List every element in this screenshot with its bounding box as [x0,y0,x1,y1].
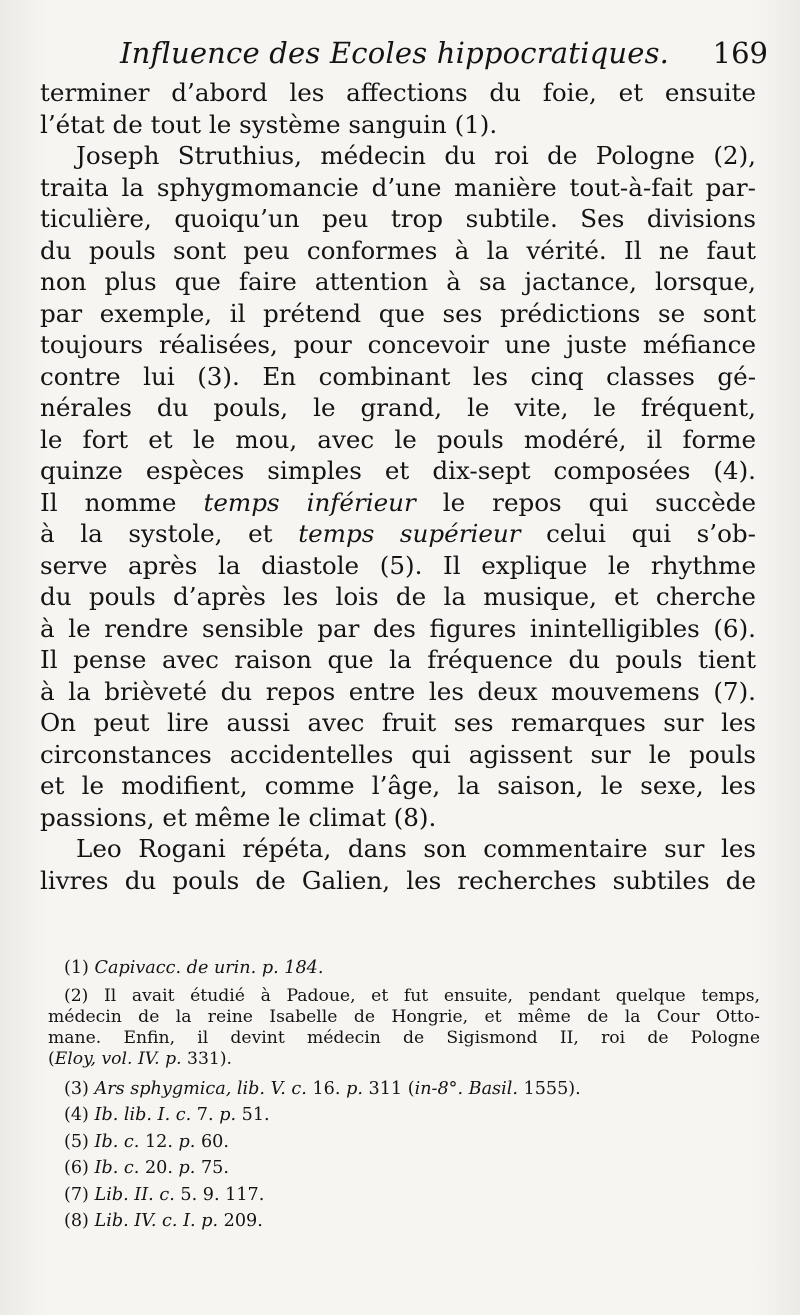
text-line: livres du pouls de Galien, les recherches subtiles de [40,865,756,895]
footnote-7 [40,1182,760,1209]
footnote-text: 311 ( [362,1078,415,1099]
text-line: quinze espèces simples et dix-sept composées (4). [40,456,756,485]
footnote-text: 75. [195,1158,229,1178]
footnote-text: 331). [181,1048,232,1069]
footnote-text: 20. [139,1158,179,1178]
footnote-reference: Lib. II. c. [94,1184,175,1205]
text-line: du pouls sont peu conformes à la vérité. Il ne faut [40,235,756,265]
footnote-number: (6) [64,1158,89,1178]
page-number: 169 [712,36,768,70]
text-line: On peut lire aussi avec fruit ses remarques sur les [40,708,756,737]
footnote-number: (3) [64,1078,89,1099]
footnote-2 [40,986,760,1070]
footnotes [40,955,760,1235]
text-segment: le repos qui succède [415,487,756,517]
text-line: Il pense avec raison que la fréquence du pouls tient [40,645,756,674]
footnote-4 [40,1102,760,1129]
footnote-reference: p. [178,1158,196,1178]
text-line: passions, et même le climat (8). [40,802,437,832]
text-line: nérales du pouls, le grand, le vite, le fréquent, [40,393,756,422]
footnote-reference: Ib. lib. I. c. [94,1105,192,1125]
footnote-reference: Eloy, vol. IV. p. [54,1048,182,1069]
footnote-number: (1) [64,958,89,978]
footnote-list [40,1076,760,1235]
footnote-reference: Capivacc. de urin. p. 184. [94,958,324,978]
footnote-line: mane. Enfin, il devint médecin de Sigismond II, roi de Pologne [48,1027,760,1048]
text-line: le fort et le mou, avec le pouls modéré, il forme [40,424,756,454]
footnote-line: médecin de la reine Isabelle de Hongrie, et même de la Cour Otto- [48,1006,760,1027]
footnote-line [40,1049,760,1070]
text-line: circonstances accidentelles qui agissent sur le pouls [40,739,756,769]
footnote-number: (8) [64,1211,89,1231]
footnote-number: (7) [64,1184,89,1205]
footnote-number: (4) [64,1105,89,1125]
italic-term: temps supérieur [298,519,521,548]
footnote-reference: Ars sphygmica, lib. V. c. [94,1078,307,1099]
footnote-reference: p. [346,1078,363,1099]
footnote-text: 5. 9. 117. [174,1184,265,1205]
footnote-text: 1555). [517,1078,581,1099]
page-header [40,36,770,80]
footnote-5 [40,1129,760,1156]
footnote-reference: p. [178,1131,196,1152]
footnote-text: 7. [191,1105,220,1125]
footnote-text: 12. [139,1131,179,1152]
text-segment: à la systole, et [40,519,299,548]
text-line: serve après la diastole (5). Il explique le rhythme [40,550,756,580]
text-line: toujours réalisées, pour concevoir une juste méfiance [40,330,756,359]
text-line: par exemple, il prétend que ses prédictions se sont [40,298,756,328]
running-title: Influence des Ecoles hippocratiques. [120,36,670,70]
text-segment: Il nomme [40,487,204,517]
italic-term: temps inférieur [203,487,416,517]
footnote-8 [40,1208,760,1235]
footnote-reference: Lib. IV. c. I. p. [94,1211,219,1231]
footnote-reference: in-8°. Basil. [414,1078,518,1099]
footnote-line: (2) Il avait étudié à Padoue, et fut ensuite, pendant quelque temps, [64,985,760,1006]
text-line: l’état de tout le système sanguin (1). [40,109,498,139]
text-line: à la brièveté du repos entre les deux mouvemens (7). [40,676,756,706]
text-segment: celui qui s’ob- [520,519,756,548]
text-line: à le rendre sensible par des figures inintelligibles (6). [40,613,756,643]
text-line: Leo Rogani répéta, dans son commentaire sur les [76,834,756,863]
footnote-6 [40,1155,760,1182]
footnote-1 [40,955,760,982]
text-line: ticulière, quoiqu’un peu trop subtile. Ses divisions [40,204,756,233]
footnote-text: 60. [195,1131,229,1152]
footnote-number: (5) [64,1131,89,1152]
text-line: et le modifient, comme l’âge, la saison, le sexe, les [40,771,756,800]
footnote-3 [40,1076,760,1103]
body-text [40,77,756,896]
footnote-reference: p. [219,1105,237,1125]
footnote-text: 209. [218,1211,263,1231]
text-line: Joseph Struthius, médecin du roi de Pologne (2), [76,141,756,170]
footnote-text: ( [48,1048,55,1069]
text-line: traita la sphygmomancie d’une manière tout-à-fait par- [40,172,756,202]
text-line: du pouls d’après les lois de la musique, et cherche [40,582,756,611]
text-line: terminer d’abord les affections du foie, et ensuite [40,78,756,107]
text-line: contre lui (3). En combinant les cinq classes gé- [40,361,756,391]
text-line: non plus que faire attention à sa jactance, lorsque, [40,267,756,296]
text-line [40,487,756,519]
footnote-text: 16. [306,1078,347,1099]
footnote-text: 51. [236,1105,270,1125]
footnote-reference: Ib. c. [94,1158,140,1178]
footnote-reference: Ib. c. [94,1131,140,1152]
text-line [40,518,756,550]
